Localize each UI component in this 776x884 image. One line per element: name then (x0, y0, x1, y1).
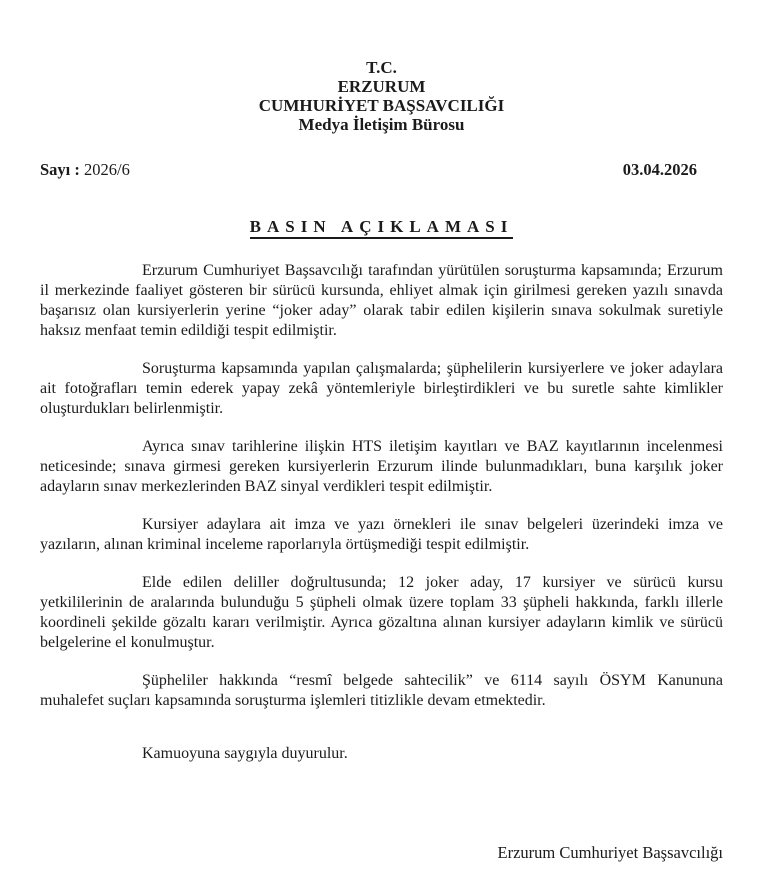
title-row (40, 217, 723, 237)
closing-line: Kamuoyuna saygıyla duyurulur. (142, 745, 348, 762)
letterhead (40, 58, 723, 134)
body-paragraph-1: Erzurum Cumhuriyet Başsavcılığı tarafından yürütülen soruşturma kapsamında; Erzurum il merkezinde faaliyet gösteren bir sürücü kursunda, ehliyet almak için girilmesi gereken yazılı sınavda başarısız olan kursiyerlerin yerine “joker aday” olarak tabir edilen kişilerin sınava sokulmak suretiyle haksız menfaat temin edildiği tespit edilmiştir. (40, 262, 723, 339)
meta-row (40, 160, 723, 180)
document-date: 03.04.2026 (622, 160, 697, 179)
body-text (40, 261, 723, 711)
letterhead-line-office: CUMHURİYET BAŞSAVCILIĞI (258, 96, 505, 115)
page-title: BASIN AÇIKLAMASI (250, 217, 514, 239)
body-paragraph-6: Şüpheliler hakkında “resmî belgede sahtecilik” ve 6114 sayılı ÖSYM Kanununa muhalefet suçları kapsamında soruşturma işlemleri titizlikle devam etmektedir. (40, 672, 723, 709)
body-paragraph-3: Ayrıca sınav tarihlerine ilişkin HTS iletişim kayıtları ve BAZ kayıtlarının incelenmesi neticesinde; sınava girmesi gereken kursiyerlerin Erzurum ilinde bulunmadıkları, buna karşılık joker adayların sınav merkezlerinden BAZ sinyal verdikleri tespit edilmiştir. (40, 438, 723, 495)
body-paragraph-4: Kursiyer adaylara ait imza ve yazı örnekleri ile sınav belgeleri üzerindeki imza ve yazıların, alınan kriminal inceleme raporlarıyla örtüşmediği tespit edilmiştir. (40, 516, 723, 553)
document-number (40, 160, 130, 180)
letterhead-line-city: ERZURUM (337, 77, 426, 96)
document-number-label: Sayı : (40, 160, 80, 179)
signature-block: Erzurum Cumhuriyet Başsavcılığı (497, 843, 723, 862)
letterhead-line-bureau: Medya İletişim Bürosu (298, 115, 465, 134)
body-paragraph-2: Soruşturma kapsamında yapılan çalışmalarda; şüphelilerin kursiyerlere ve joker adaylara ait fotoğrafları temin ederek yapay zekâ yöntemleriyle birleştirdikleri ve bu suretle sahte kimlikler oluşturdukları belirlenmiştir. (40, 360, 723, 417)
letterhead-line-tc: T.C. (366, 58, 397, 77)
document-number-value: 2026/6 (84, 160, 130, 179)
body-paragraph-5: Elde edilen deliller doğrultusunda; 12 joker aday, 17 kursiyer ve sürücü kursu yetkililerinin de aralarında bulunduğu 5 şüpheli olmak üzere toplam 33 şüpheli hakkında, farklı illerle koordineli şekilde gözaltı kararı verilmiştir. Ayrıca gözaltına alınan kursiyer adayların kimlik ve sürücü belgelerine el konulmuştur. (40, 574, 723, 651)
